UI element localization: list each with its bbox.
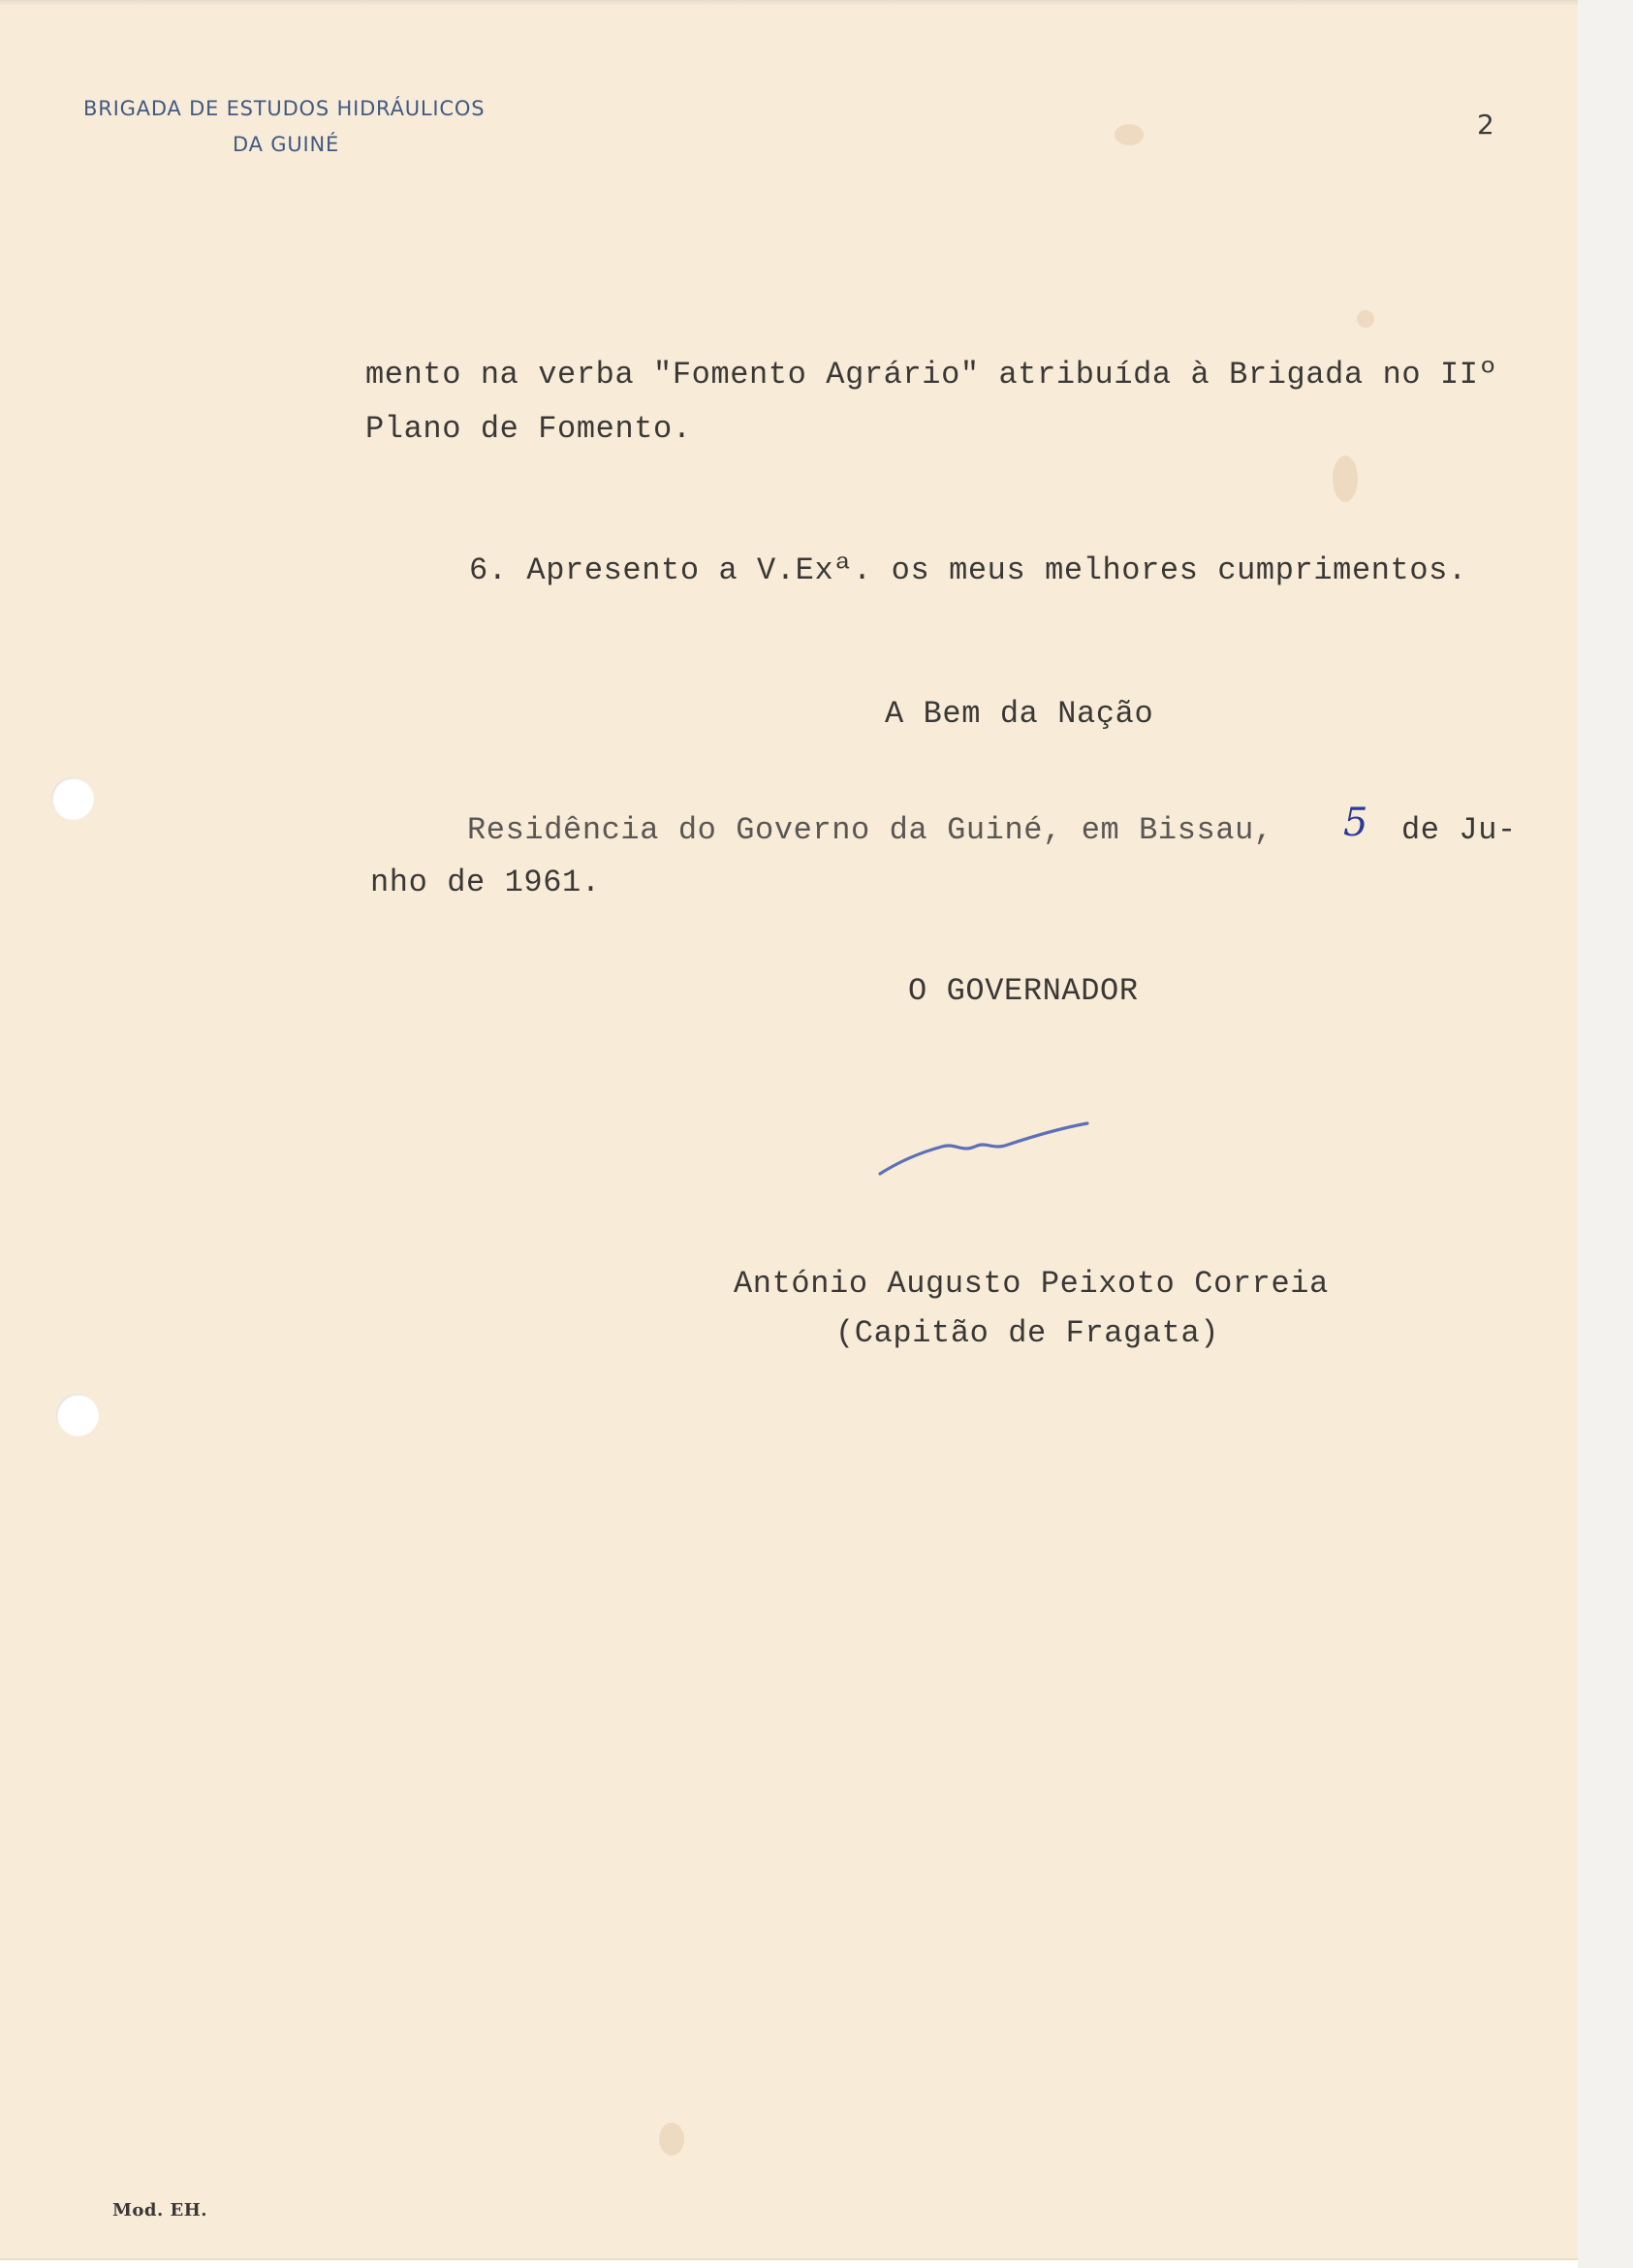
page-top-edge: [0, 0, 1578, 6]
signatory-title: O GOVERNADOR: [908, 973, 1139, 1009]
paper-stain: [1357, 310, 1374, 328]
letterhead-line-2: DA GUINÉ: [233, 133, 340, 156]
paragraph-6: 6. Apresento a V.Exª. os meus melhores cumprimentos.: [469, 552, 1467, 588]
place-date-end: de Ju-: [1401, 812, 1517, 848]
body-line-2: Plano de Fomento.: [365, 411, 692, 447]
scan-background: [1578, 0, 1633, 2268]
signatory-rank: (Capitão de Fragata): [835, 1315, 1220, 1351]
page-number: 2: [1477, 109, 1494, 141]
letterhead-line-1: BRIGADA DE ESTUDOS HIDRÁULICOS: [83, 97, 486, 120]
place-date-continuation: nho de 1961.: [370, 865, 601, 900]
punch-hole: [51, 777, 94, 820]
signatory-name: António Augusto Peixoto Correia: [734, 1266, 1329, 1302]
paper-stain: [659, 2123, 684, 2156]
body-line-1: mento na verba "Fomento Agrário" atribuída à Brigada no IIº: [365, 357, 1498, 393]
paper-stain: [1115, 124, 1144, 145]
paper-stain: [1333, 456, 1358, 502]
punch-hole: [56, 1394, 99, 1436]
salutation: A Bem da Nação: [885, 696, 1154, 732]
place-date-start: Residência do Governo da Guiné, em Bissau,: [467, 812, 1273, 848]
form-code: Mod. EH.: [112, 2200, 208, 2221]
handwritten-day: 5: [1343, 801, 1368, 845]
signature-mark: [872, 1110, 1095, 1187]
